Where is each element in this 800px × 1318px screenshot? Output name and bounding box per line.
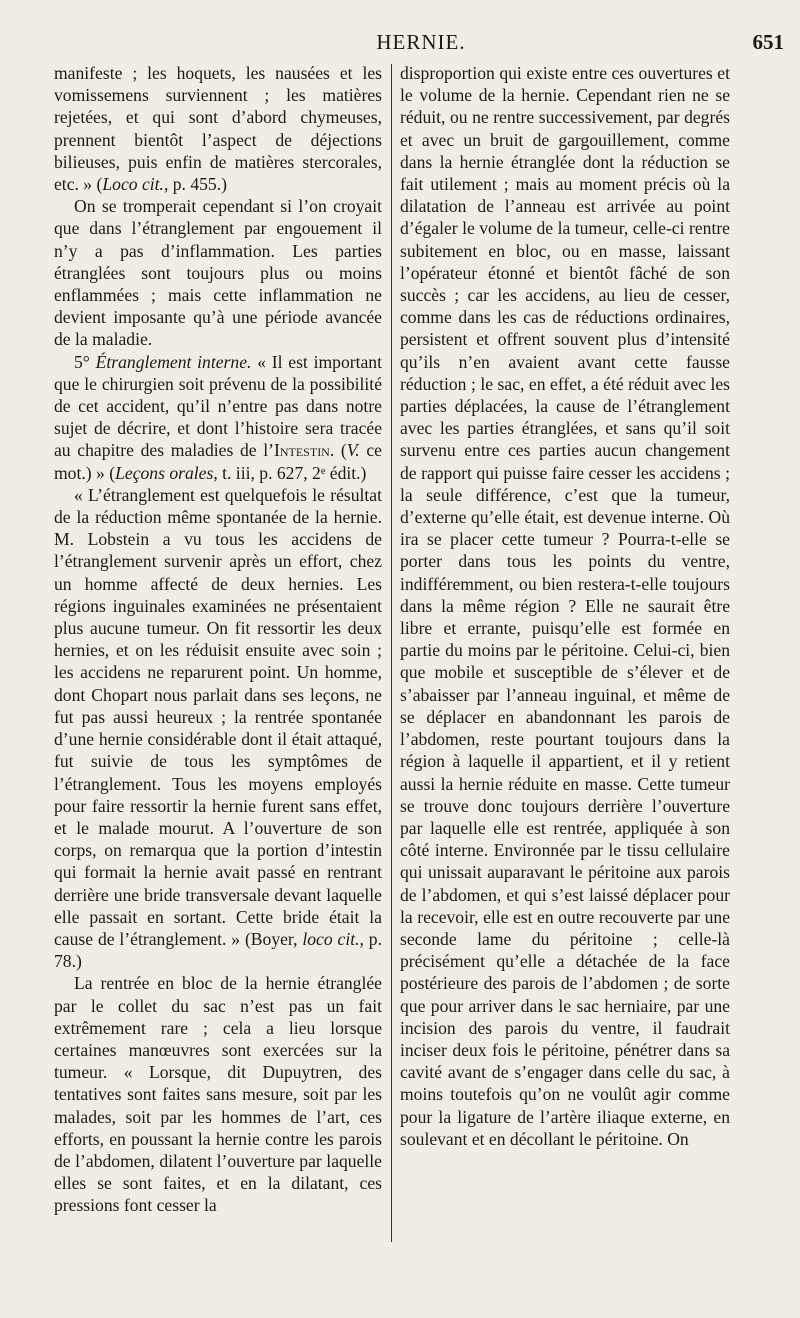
- left-column: [54, 62, 382, 1217]
- section-internal-strangulation: 5° Étranglement interne. « Il est important que le chirurgien soit prévenu de la possibilité de cet accident, qu’il n’entre pas dans notre sujet de décrire, et dont l’histoire sera tracée au chapitre des maladies de l’Intestin. (V. ce mot.) » (Leçons orales, t. iii, p. 627, 2ᵉ édit.): [54, 351, 382, 483]
- paragraph: La rentrée en bloc de la hernie étranglée par le collet du sac n’est pas un fait extrêmement rare ; cela a lieu lorsque certaines manœuvres sont exercées sur la tumeur. « Lorsque, dit Dupuytren, des tentatives sont faites sans mesure, soit par les malades, soit par les hommes de l’art, ces efforts, en poussant la hernie contre les parois de l’abdomen, dilatent l’ouverture par laquelle elles se sont faites, et en la dilatant, ces pressions font cesser la: [54, 973, 382, 1216]
- citation: Loco cit.: [102, 174, 164, 195]
- page-number: 651: [752, 30, 784, 54]
- running-title: HERNIE.: [376, 30, 466, 54]
- paragraph: On se tromperait cependant si l’on croyait que dans l’étranglement par engouement il n’y a pas d’inflammation. Les parties étranglées sont toujours plus ou moins enflammées ; mais cette inflammation ne devient imposante qu’à une période avancée de la maladie.: [54, 196, 382, 350]
- paragraph-continuation: disproportion qui existe entre ces ouvertures et le volume de la hernie. Cependant rien ne se réduit, ou ne rentre successivement, par degrés et avec un bruit de gargouillement, comme dans la hernie étranglée dont la réduction se fait utilement ; mais au moment précis où la dilatation de l’anneau est arrivée au point d’égaler le volume de la tumeur, celle-ci rentre subitement en bloc, ou en masse, laissant l’opérateur étonné et bientôt fâché de son succès ; car les accidens, au lieu de cesser, comme dans les cas de réductions ordinaires, persistent et offrent souvent plus d’intensité qu’ils n’en avaient avant cette fausse réduction ; le sac, en effet, a été réduit avec les parties déplacées, la cause de l’étranglement avec les parties étranglées, et sans qu’il soit survenu entre ces parties aucun changement de rapport qui puisse faire cesser les accidens ; la seule différence, c’est que la tumeur, d’externe qu’elle était, est devenue interne. Où ira se placer cette tumeur ? Pourra-t-elle se porter dans tous les points du ventre, indifféremment, ou bien restera-t-elle toujours dans la même région ? Elle ne saurait être libre et errante, puisqu’elle est formée en partie du moins par le péritoine. Celui-ci, bien que mobile et susceptible de s’élever et de s’abaisser par l’anneau inguinal, et même de se déplacer en abandonnant les parois de l’abdomen, reste pourtant toujours dans la région à laquelle il appartient, et il y retient aussi la hernie réduite en masse. Cette tumeur se trouve donc toujours derrière l’ouverture par laquelle elle est rentrée, appliquée à son côté interne. Environnée par le tissu cellulaire qui unissait auparavant le péritoine aux parois de l’abdomen, et qui s’est laissé déplacer pour la recevoir, elle est en outre recouverte par une seconde lame du péritoine ; celle-là précisément qu’elle a détachée de la face postérieure des parois de l’abdomen ; de sorte que pour arriver dans le sac herniaire, par une incision des parois du ventre, il faudrait inciser deux fois le péritoine, pénétrer dans sa cavité avant de s’engager dans celle du sac, à moins toutefois qu’on ne voulût agir comme pour la ligature de l’artère iliaque externe, en soulevant et en décollant le péritoine. On: [400, 63, 730, 1149]
- citation: Leçons orales: [115, 462, 214, 483]
- section-heading: Étranglement interne.: [95, 351, 252, 372]
- paragraph-quote: « L’étranglement est quelquefois le résultat de la réduction même spontanée de la hernie. M. Lobstein a vu tous les accidens de l’étranglement survenir après un effort, chez un homme affecté de deux hernies. Les régions inguinales examinées ne présentaient plus aucune tumeur. On fit ressortir les deux hernies, et on les réduisit ensuite avec soin ; les accidens ne reparurent point. Un homme, dont Chopart nous parlait dans ses leçons, ne fut pas aussi heureux ; la rentrée spontanée d’une hernie considérable dont il était attaqué, fut suivie de tous les symptômes de l’étranglement. Tous les moyens employés pour faire ressortir la hernie furent sans effet, et le malade mourut. A l’ouverture de son corps, on remarqua que la portion d’intestin qui formait la hernie avait passé en rentrant derrière une bride transversale devant laquelle elle passait en sortant. Cette bride était la cause de l’étranglement. » (Boyer, loco cit., p. 78.): [54, 484, 382, 972]
- right-column: [400, 62, 730, 1150]
- cross-reference: Intestin.: [274, 440, 335, 461]
- column-divider: [391, 64, 392, 1242]
- section-number: 5°: [74, 351, 90, 372]
- paragraph-continuation: manifeste ; les hoquets, les nausées et les vomissemens surviennent ; les matières rejetées, et qui sont d’abord chymeuses, prennent bientôt l’aspect de déjections bilieuses, puis enfin de matières stercorales, etc. » (Loco cit., p. 455.): [54, 63, 382, 195]
- page-header: [52, 30, 790, 58]
- citation: loco cit.: [302, 928, 360, 949]
